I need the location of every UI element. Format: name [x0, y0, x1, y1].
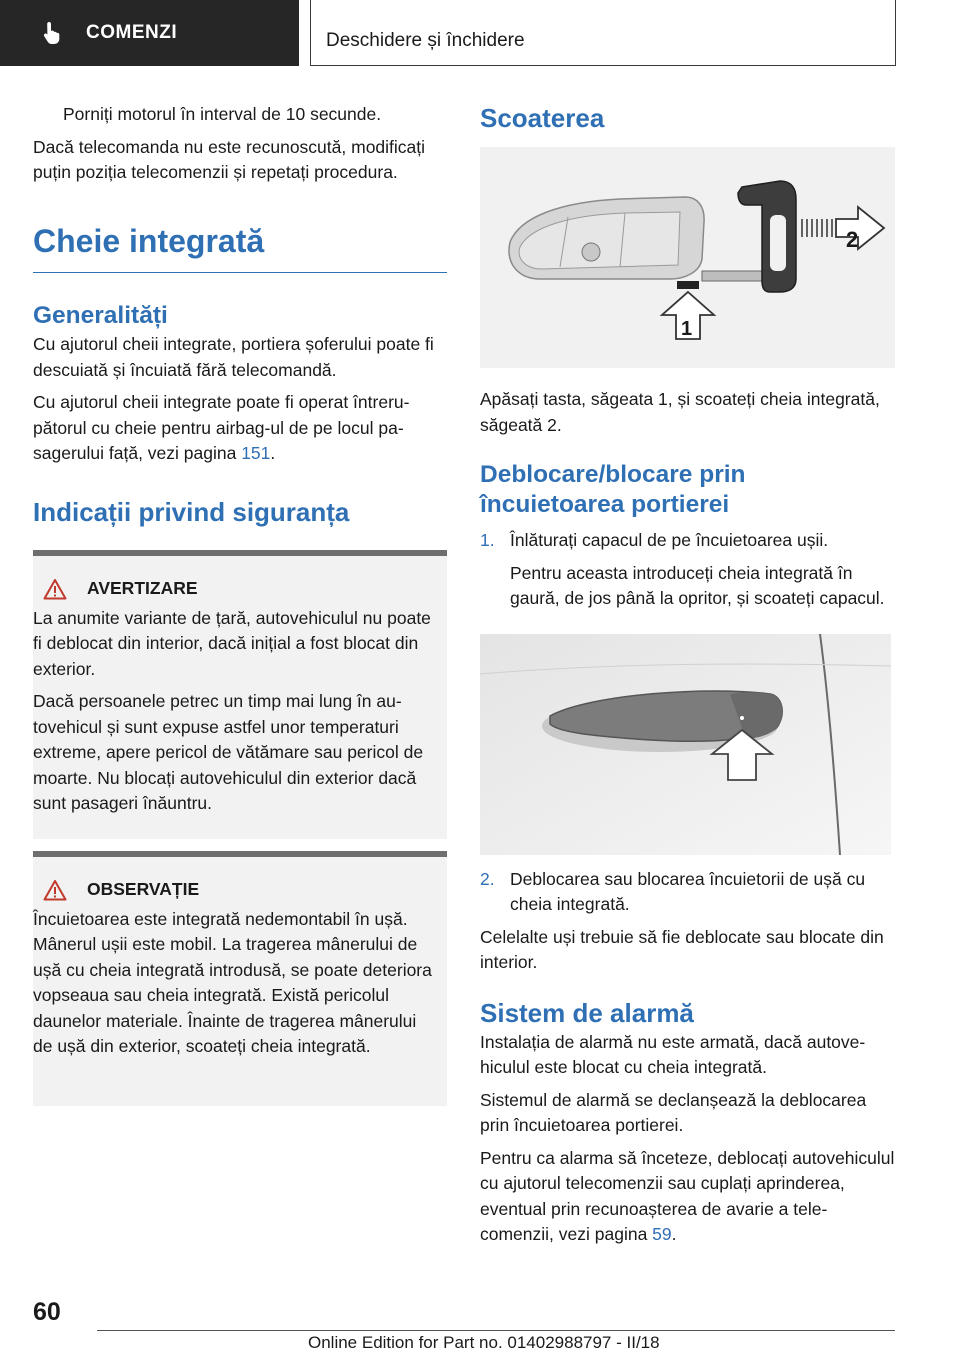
alarm-paragraph-1: Instalația de alarmă nu este armată, dacă autovehiculul este blocat cu cheia integrată.	[480, 1031, 866, 1077]
warning-paragraph-2: Dacă persoanele petrec un timp mai lung în autovehicul și sunt expuse astfel unor temperaturi extreme, apere pericol de vătămare sau pericol de moarte. Nu blocați autovehiculul din exterior dacă sunt pasageri înăuntru.	[33, 691, 424, 813]
page-header	[0, 0, 960, 66]
page-number: 60	[33, 1298, 61, 1326]
left-column	[33, 90, 447, 1106]
intro-line: Porniți motorul în interval de 10 secunde.	[63, 104, 382, 124]
footer-rule	[97, 1330, 895, 1331]
list-item	[480, 528, 895, 554]
alarm-paragraph-3-text: Pentru ca alarma să înceteze, deblocați autovehiculul cu ajutorul telecomenzii sau cuplați aprinderea, eventual prin recunoașterea de avarie a telecomenzii, vezi pagina	[480, 1147, 895, 1244]
warning-title: AVERTIZARE	[87, 578, 198, 598]
section-tab	[0, 0, 299, 66]
removal-heading: Scoaterea	[480, 103, 605, 133]
list-item	[480, 867, 895, 918]
alarm-heading: Sistem de alarmă	[480, 997, 694, 1028]
warning-box	[33, 550, 447, 839]
general-paragraph-2-text: Cu ajutorul cheii integrate poate fi operat întrerupătorul cu cheie pentru airbag-ul de pe locul pasagerului față, vezi pagina	[33, 392, 410, 463]
notice-triangle-icon	[43, 879, 67, 901]
alarm-paragraph-2: Sistemul de alarmă se declanșează la deblocarea prin încuietoarea portierei.	[480, 1089, 867, 1135]
step-text-2: Deblocarea sau blocarea încuietorii de ușă cu cheia integrată.	[510, 868, 866, 914]
page-link-59[interactable]: 59	[652, 1224, 672, 1244]
notice-paragraph: Încuietoarea este integrată nedemontabil în ușă. Mânerul ușii este mobil. La tragerea mânerului de ușă cu cheia integrată introdusă, se poate deteriora vopseaua sau cheia integrată. Există pericolul daunelor materiale. Înainte de tragerea mânerului de ușă din exterior, scoateți cheia integrată.	[33, 908, 432, 1056]
chapter-label: Deschidere și închidere	[326, 30, 525, 51]
page-link-151[interactable]: 151	[241, 443, 271, 463]
general-paragraph-2-end: .	[270, 443, 276, 463]
safety-heading: Indicații privind siguranța	[33, 496, 350, 527]
page-title: Cheie integrată	[33, 222, 265, 259]
step-detail-1: Pentru aceasta introduceți cheia integrată în gaură, de jos până la opritor, și scoateți capacul.	[510, 562, 885, 608]
warning-title-row	[33, 578, 439, 600]
notice-title-row	[33, 879, 439, 901]
step-number-1: 1.	[480, 530, 495, 550]
warning-triangle-icon	[43, 578, 67, 600]
alarm-paragraph-3	[480, 1146, 895, 1248]
notice-box	[33, 851, 447, 1106]
door-handle-figure	[480, 634, 891, 855]
intro-paragraph: Dacă telecomanda nu este recunoscută, modificați puțin poziția telecomenzii și repetați procedura.	[33, 136, 426, 182]
hand-pointer-icon	[40, 20, 66, 46]
warning-paragraph-1: La anumite variante de țară, autovehiculul nu poate fi deblocat din interior, dacă inițial a fost blocat din exterior.	[33, 607, 431, 679]
general-heading: Generalități	[33, 302, 168, 329]
door-handle-illustration	[480, 634, 891, 855]
right-column	[480, 90, 895, 1248]
title-rule	[33, 272, 447, 274]
general-paragraph-2	[33, 390, 447, 467]
figure-label-1: 1	[681, 318, 693, 340]
general-paragraph-1: Cu ajutorul cheii integrate, portiera șoferului poate fi descuiată și încuiată fără telecomandă.	[33, 334, 434, 380]
step-text-1: Înlăturați capacul de pe încuietoarea ușii.	[510, 530, 829, 550]
chapter-tab	[310, 0, 896, 66]
footer-edition: Online Edition for Part no. 01402988797 - II/18	[308, 1333, 660, 1352]
notice-title: OBSERVAȚIE	[87, 879, 200, 899]
removal-paragraph: Apăsați tasta, săgeata 1, și scoateți cheia integrată, săgeată 2.	[480, 389, 880, 435]
other-doors-paragraph: Celelalte uși trebuie să fie deblocate sau blocate din interior.	[480, 926, 884, 972]
unlock-heading: Deblocare/blocare prin încuietoarea portierei	[480, 461, 746, 518]
alarm-paragraph-3-end: .	[671, 1224, 677, 1244]
step-number-2: 2.	[480, 868, 495, 889]
section-label: COMENZI	[86, 22, 178, 43]
figure-label-2: 2	[846, 227, 859, 252]
